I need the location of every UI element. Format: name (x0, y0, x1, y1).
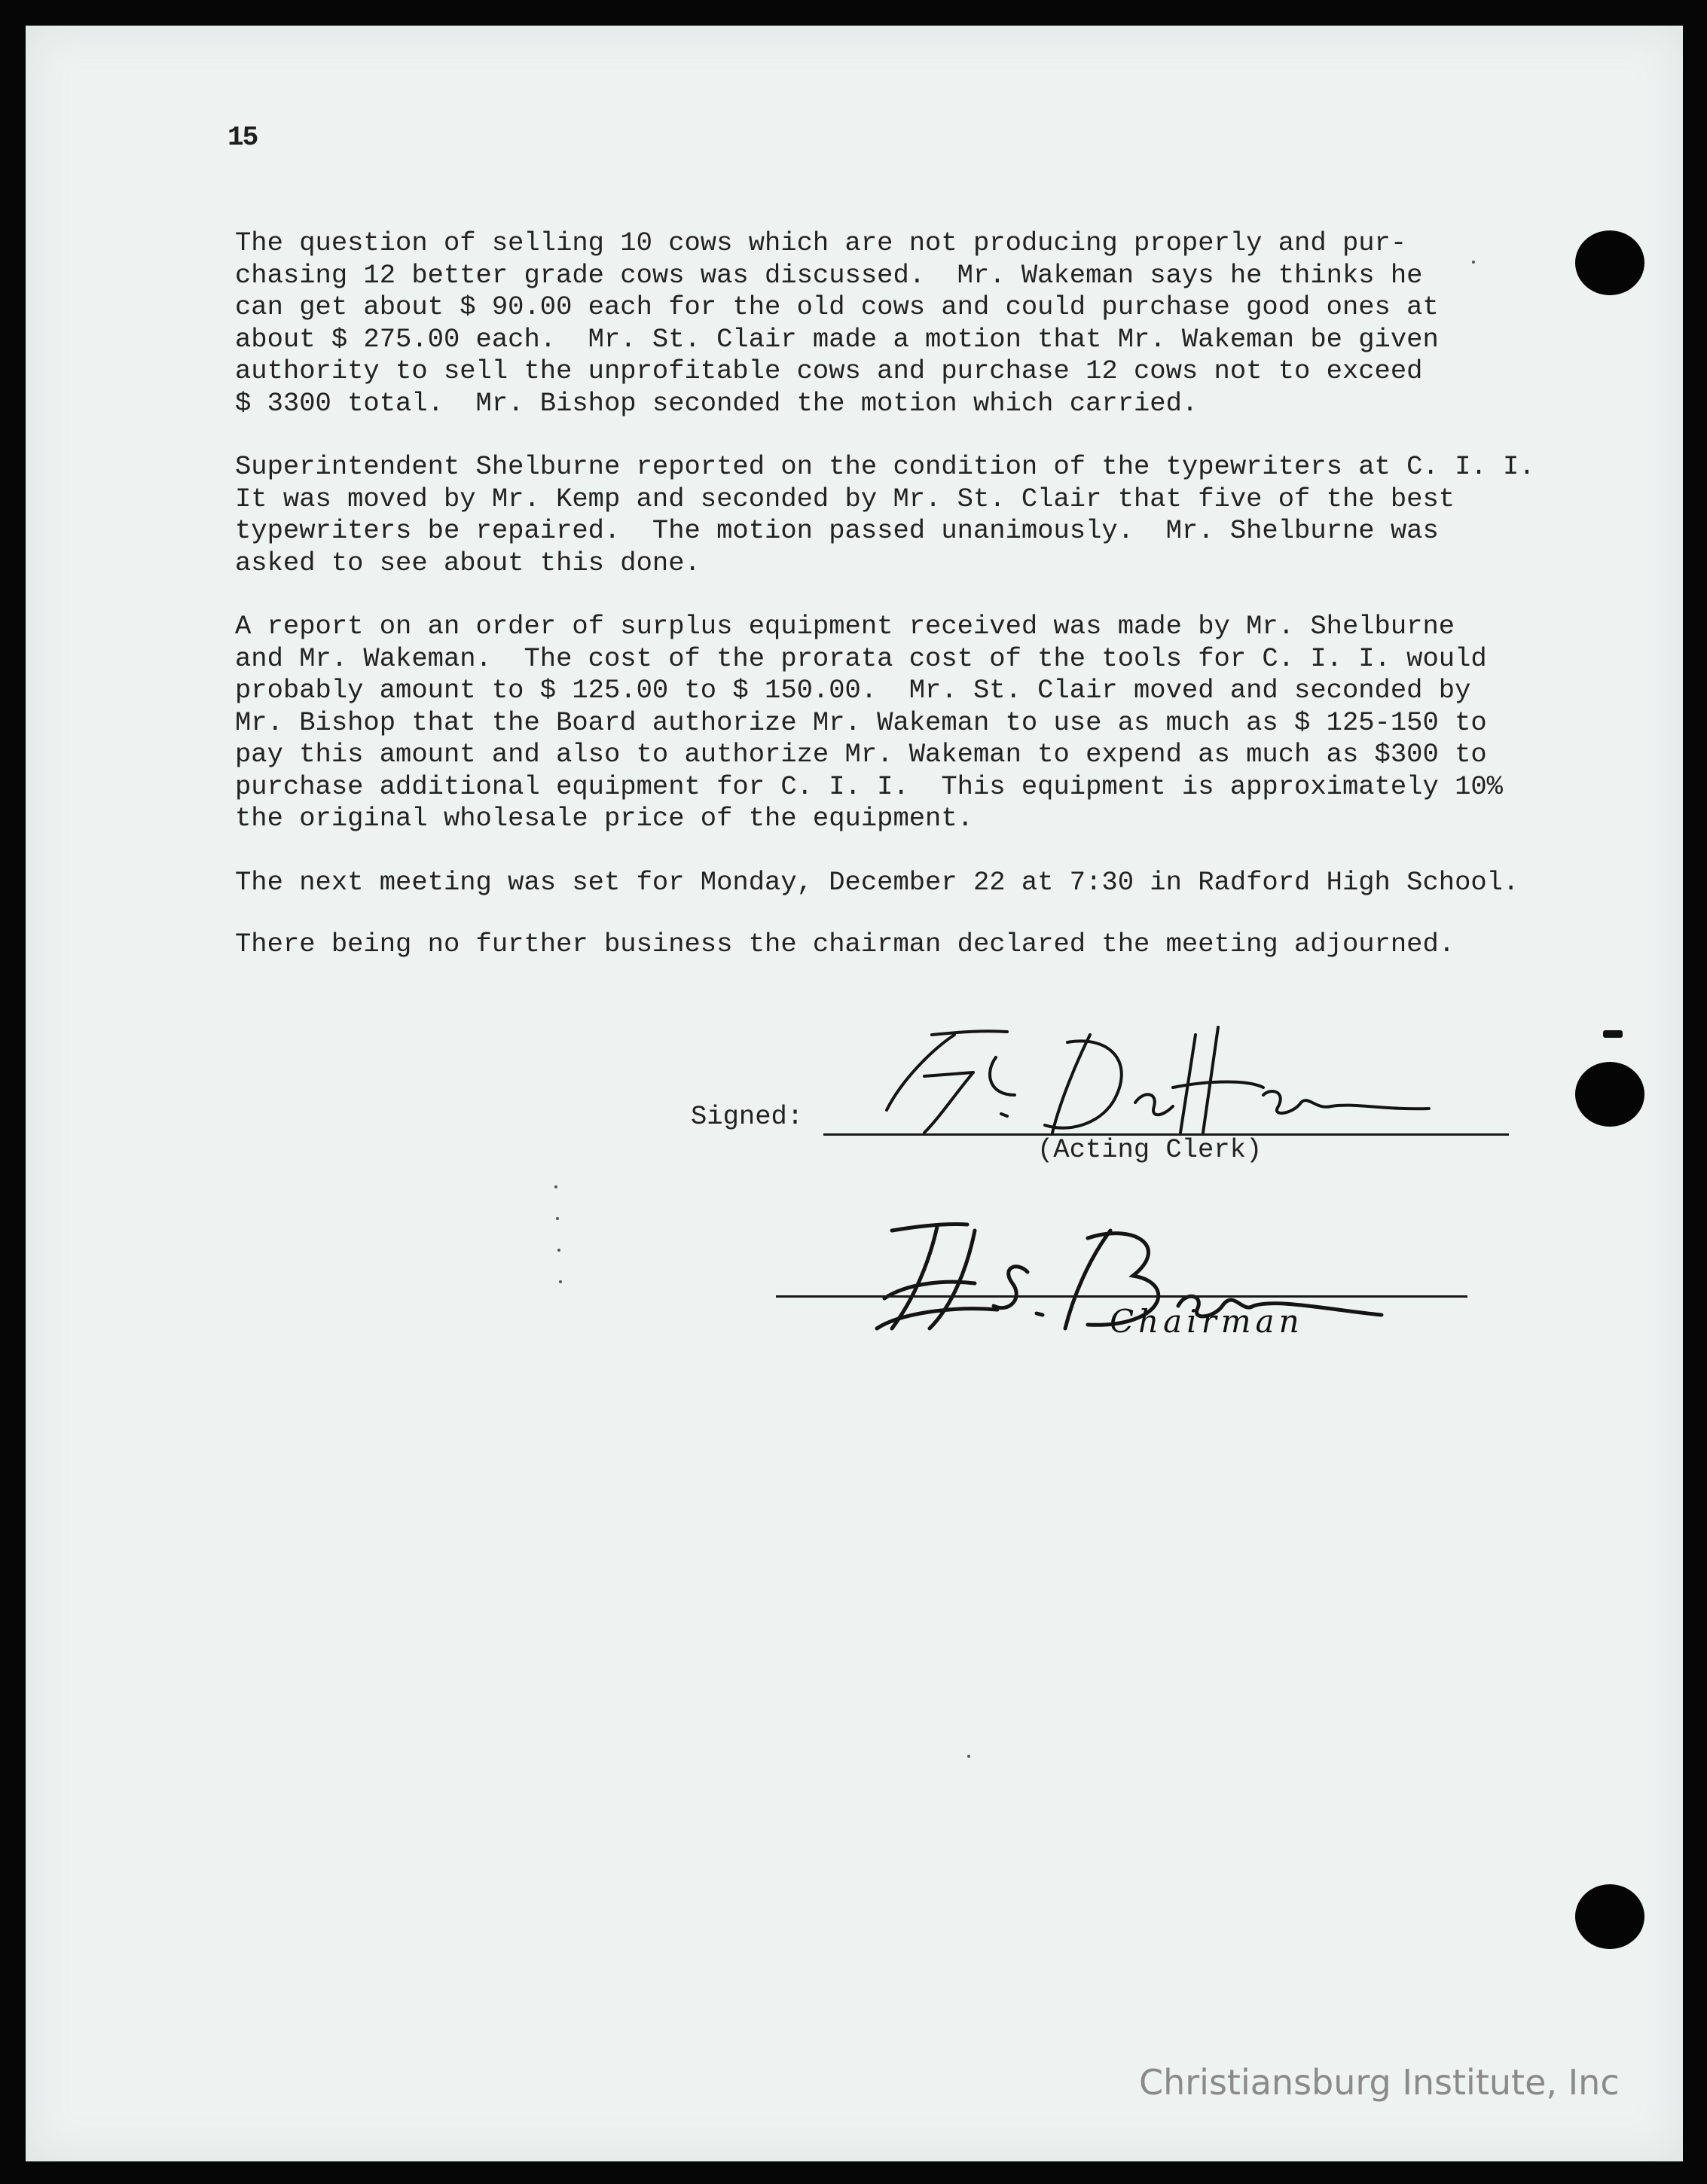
paper-speck (554, 1185, 557, 1188)
clerk-signature (841, 1020, 1489, 1140)
paper-speck (557, 1249, 560, 1252)
text-line: probably amount to $ 125.00 to $ 150.00. Mr. St. Clair moved and seconded by (235, 675, 1471, 706)
text-line: There being no further business the chairman declared the meeting adjourned. (235, 929, 1455, 959)
signed-label: Signed: (691, 1101, 804, 1132)
paper-speck (556, 1217, 559, 1220)
punch-hole-middle (1575, 1062, 1644, 1127)
paragraph-surplus-equipment (235, 611, 1591, 835)
text-line: Mr. Bishop that the Board authorize Mr. Wakeman to use as much as $ 125-150 to (235, 706, 1487, 738)
text-line: can get about $ 90.00 each for the old cows and could purchase good ones at (235, 291, 1439, 322)
paper-speck (967, 1755, 970, 1758)
text-line: It was moved by Mr. Kemp and seconded by Mr. St. Clair that five of the best (235, 483, 1455, 514)
text-line: The next meeting was set for Monday, December 22 at 7:30 in Radford High School. (235, 866, 1519, 898)
minutes-body (235, 227, 1591, 993)
text-line: purchase additional equipment for C. I. I. This equipment is approximately 10% (235, 770, 1503, 802)
text-line: asked to see about this done. (235, 547, 701, 578)
chairman-label: Chairman (1110, 1303, 1304, 1340)
punch-hole-top (1575, 230, 1644, 295)
paragraph-cows (235, 227, 1591, 419)
clerk-signature-block (691, 1020, 1519, 1185)
paragraph-next-meeting (235, 867, 1591, 899)
text-line: pay this amount and also to authorize Mr. Wakeman to expend as much as $300 to (235, 739, 1487, 770)
text-line: Superintendent Shelburne reported on the condition of the typewriters at C. I. I. (235, 451, 1535, 482)
text-line: typewriters be repaired. The motion passed unanimously. Mr. Shelburne was (235, 515, 1439, 546)
document-page (26, 26, 1683, 2161)
text-line: $ 3300 total. Mr. Bishop seconded the motion which carried. (235, 387, 1199, 419)
text-line: chasing 12 better grade cows was discussed. Mr. Wakeman says he thinks he (235, 259, 1423, 291)
page-number: 15 (227, 122, 258, 153)
paragraph-adjourned (235, 929, 1591, 961)
margin-mark (1603, 1030, 1623, 1038)
text-line: A report on an order of surplus equipment received was made by Mr. Shelburne (235, 611, 1455, 642)
paper-speck (559, 1280, 562, 1283)
text-line: The question of selling 10 cows which are not producing properly and pur- (235, 227, 1407, 258)
paper-speck (1472, 261, 1475, 264)
punch-hole-bottom (1575, 1884, 1644, 1949)
text-line: authority to sell the unprofitable cows and purchase 12 cows not to exceed (235, 355, 1423, 386)
paragraph-typewriters (235, 451, 1591, 579)
watermark: Christiansburg Institute, Inc (1139, 2062, 1620, 2103)
text-line: about $ 275.00 each. Mr. St. Clair made a motion that Mr. Wakeman be given (235, 323, 1439, 355)
chairman-signature-line (776, 1295, 1467, 1298)
text-line: and Mr. Wakeman. The cost of the prorata cost of the tools for C. I. I. would (235, 642, 1487, 674)
text-line: the original wholesale price of the equipment. (235, 803, 973, 834)
acting-clerk-label: (Acting Clerk) (1037, 1134, 1263, 1165)
